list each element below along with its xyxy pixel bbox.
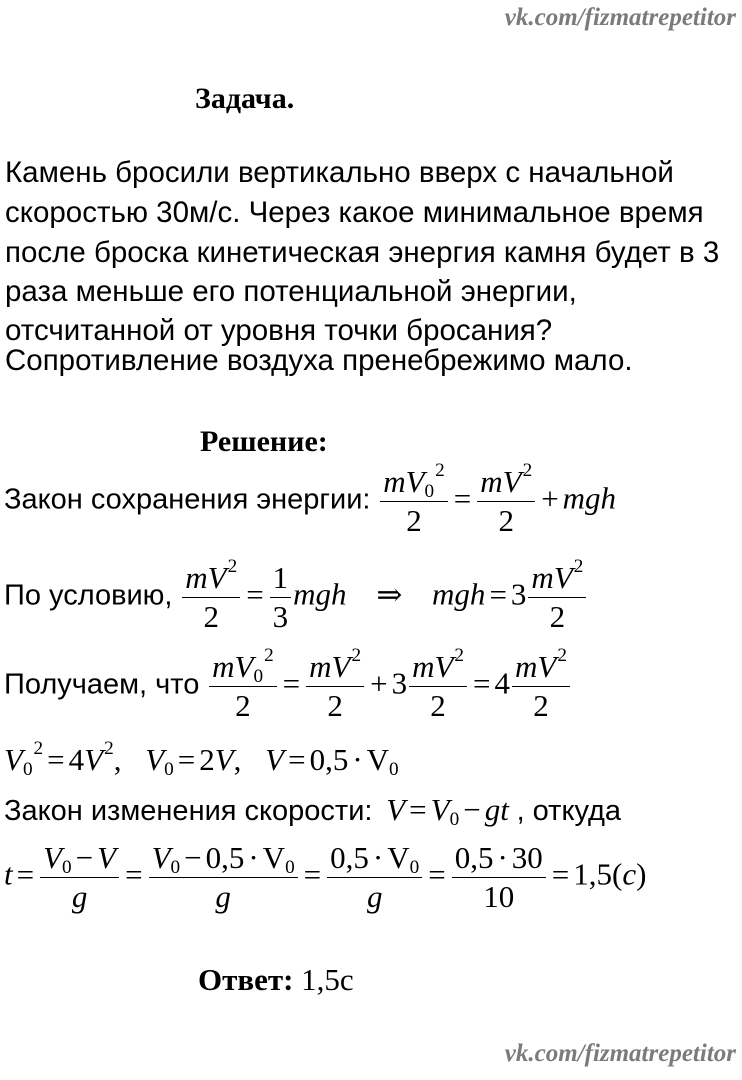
answer (198, 962, 354, 998)
fraction: $\frac{0,5 \cdot 30}{10}$ (452, 842, 546, 913)
answer-label: Ответ: (198, 962, 294, 997)
velocity-relations-line: $V_0^2 = 4V^2$, $V_0 = 2V$, $V = 0,5 \cdot V_0$ (4, 737, 399, 780)
we-get-label: Получаем, что (4, 668, 200, 701)
watermark-top: vk.com/fizmatrepetitor (504, 4, 736, 31)
fraction: $\frac{mV_0^2}{2}$ (209, 651, 277, 722)
implies-arrow: ⇒ (376, 576, 403, 612)
problem-line: раза меньше его потенциальной энергии, (5, 275, 577, 308)
task-heading: Задача. (195, 82, 295, 115)
condition-line: По условию, $\frac{mV^2}{2}$ = $\frac{1}{3}$ mgh ⇒ mgh = 3 $\frac{mV^2}{2}$ (4, 562, 588, 633)
fraction: $\frac{mV_0^2}{2}$ (380, 466, 448, 537)
problem-line: отсчитанной от уровня точки бросания? (5, 314, 553, 347)
fraction: $\frac{V_0 - V}{g}$ (40, 842, 119, 913)
from-where-label: , откуда (516, 795, 622, 827)
energy-conservation-line: Закон сохранения энергии: $\frac{mV_0^2}{2}$ = $\frac{mV^2}{2}$ + mgh (4, 459, 617, 538)
fraction: $\frac{1}{3}$ (270, 562, 292, 633)
fraction: $\frac{mV^2}{2}$ (306, 651, 364, 722)
derivation-line: Получаем, что $\frac{mV_0^2}{2}$ = $\frac{mV^2}{2}$ + 3 $\frac{mV^2}{2}$ = 4 $\frac{mV^2}{2}$ (4, 651, 572, 722)
fraction: $\frac{mV^2}{2}$ (528, 562, 586, 633)
fraction: $\frac{mV^2}{2}$ (477, 466, 535, 537)
energy-law-label: Закон сохранения энергии: (4, 483, 371, 516)
fraction: $\frac{0,5 \cdot V_0}{g}$ (327, 842, 422, 913)
solution-heading: Решение: (200, 425, 328, 458)
watermark-bottom: vk.com/fizmatrepetitor (504, 1040, 736, 1067)
velocity-law-label: Закон изменения скорости: (4, 795, 373, 827)
fraction: $\frac{mV^2}{2}$ (182, 562, 240, 633)
answer-value: 1,5с (301, 962, 354, 997)
problem-line: Камень бросили вертикально вверх с начальной (5, 156, 674, 189)
fraction: $\frac{mV^2}{2}$ (409, 651, 467, 722)
by-condition-label: По условию, (4, 579, 173, 612)
problem-line: Сопротивление воздуха пренебрежимо мало. (5, 344, 633, 377)
velocity-law-line: Закон изменения скорости: $V = V_0$ − gt , откуда (4, 792, 622, 830)
fraction: $\frac{mV^2}{2}$ (512, 651, 570, 722)
problem-line: после броска кинетическая энергия камня будет в 3 (5, 236, 720, 269)
fraction: $\frac{V_0 - 0,5 \cdot V_0}{g}$ (149, 842, 298, 913)
problem-line: скоростью 30м/с. Через какое минимальное время (5, 196, 704, 229)
time-computation-line: t = $\frac{V_0 - V}{g}$ = $\frac{V_0 - 0,5 \cdot V_0}{g}$ = $\frac{0,5 \cdot V_0}{g}$ = $\frac{0,5 \cdot 30}{10}$ = 1,5(c) (4, 840, 647, 914)
